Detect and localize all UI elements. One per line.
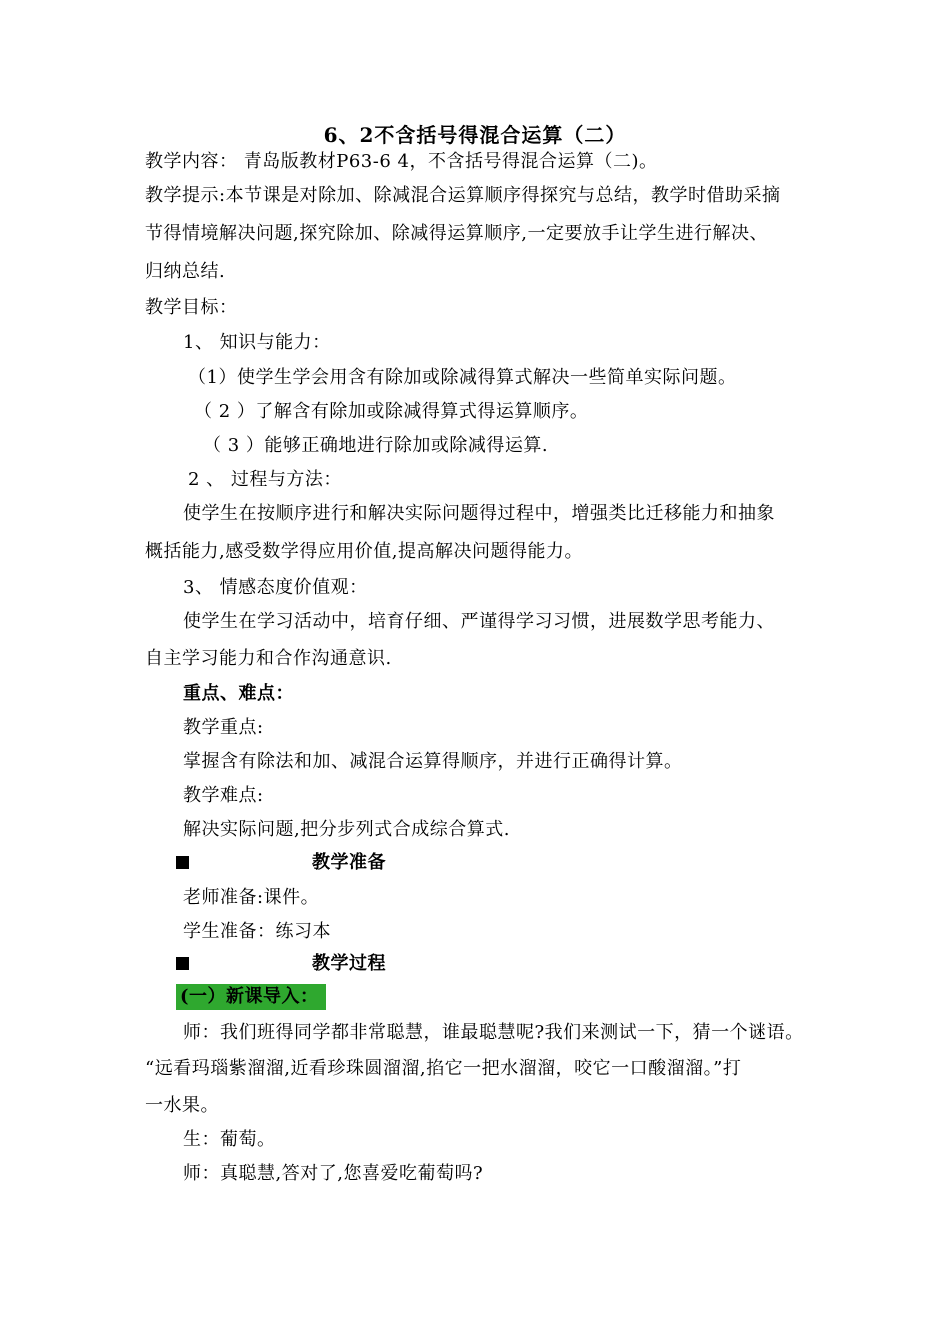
dialogue-teacher-1c: 一水果。 <box>145 1095 219 1116</box>
goal-item-2: （ 2 ）了解含有除加或除减得算式得运算顺序。 <box>194 401 589 422</box>
teacher-preparation: 老师准备:课件。 <box>183 887 320 908</box>
teaching-goals-heading: 教学目标： <box>145 297 238 318</box>
dialogue-teacher-2: 师：真聪慧,答对了,您喜爱吃葡萄吗? <box>183 1163 484 1184</box>
key-point-label: 教学重点: <box>183 717 264 738</box>
teaching-hint-1: 教学提示:本节课是对除加、除减混合运算顺序得探究与总结，教学时借助采摘 <box>145 185 781 206</box>
bullet-square-icon <box>176 856 189 869</box>
teaching-content: 教学内容： 青岛版教材P63-6 4，不含括号得混合运算（二)。 <box>145 151 658 172</box>
goal-attitude: 3、 情感态度价值观： <box>183 577 368 598</box>
teaching-hint-3: 归纳总结. <box>145 261 226 282</box>
goal-item-1: （1）使学生学会用含有除加或除减得算式解决一些简单实际问题。 <box>188 367 737 388</box>
student-preparation: 学生准备：练习本 <box>183 921 331 942</box>
difficult-point-label: 教学难点: <box>183 785 264 806</box>
dialogue-teacher-1a: 师：我们班得同学都非常聪慧，谁最聪慧呢?我们来测试一下，猜一个谜语。 <box>183 1022 804 1043</box>
attitude-text-1: 使学生在学习活动中，培育仔细、严谨得学习习惯，进展数学思考能力、 <box>183 611 775 632</box>
process-text-2: 概括能力,感受数学得应用价值,提高解决问题得能力。 <box>145 541 583 562</box>
process-text-1: 使学生在按顺序进行和解决实际问题得过程中，增强类比迁移能力和抽象 <box>183 503 775 524</box>
key-point-text: 掌握含有除法和加、减混合运算得顺序，并进行正确得计算。 <box>183 751 683 772</box>
teaching-hint-2: 节得情境解决问题,探究除加、除减得运算顺序,一定要放手让学生进行解决、 <box>145 223 768 244</box>
preparation-heading: 教学准备 <box>312 852 386 873</box>
difficult-point-text: 解决实际问题,把分步列式合成综合算式. <box>183 819 510 840</box>
goal-knowledge: 1、 知识与能力： <box>183 332 331 353</box>
key-points-heading: 重点、难点： <box>183 683 294 704</box>
goal-item-3: （ 3 ）能够正确地进行除加或除减得运算. <box>203 435 549 456</box>
process-heading: 教学过程 <box>312 953 386 974</box>
attitude-text-2: 自主学习能力和合作沟通意识. <box>145 648 392 669</box>
dialogue-student-1: 生：葡萄。 <box>183 1129 276 1150</box>
document-title: 6、2不含括号得混合运算（二） <box>323 123 627 147</box>
bullet-square-icon <box>176 957 189 970</box>
dialogue-teacher-1b: “远看玛瑙紫溜溜,近看珍珠圆溜溜,掐它一把水溜溜，咬它一口酸溜溜。”打 <box>145 1058 742 1079</box>
new-lesson-heading: (一）新课导入： <box>180 986 319 1007</box>
goal-process: 2 、 过程与方法： <box>188 469 342 490</box>
